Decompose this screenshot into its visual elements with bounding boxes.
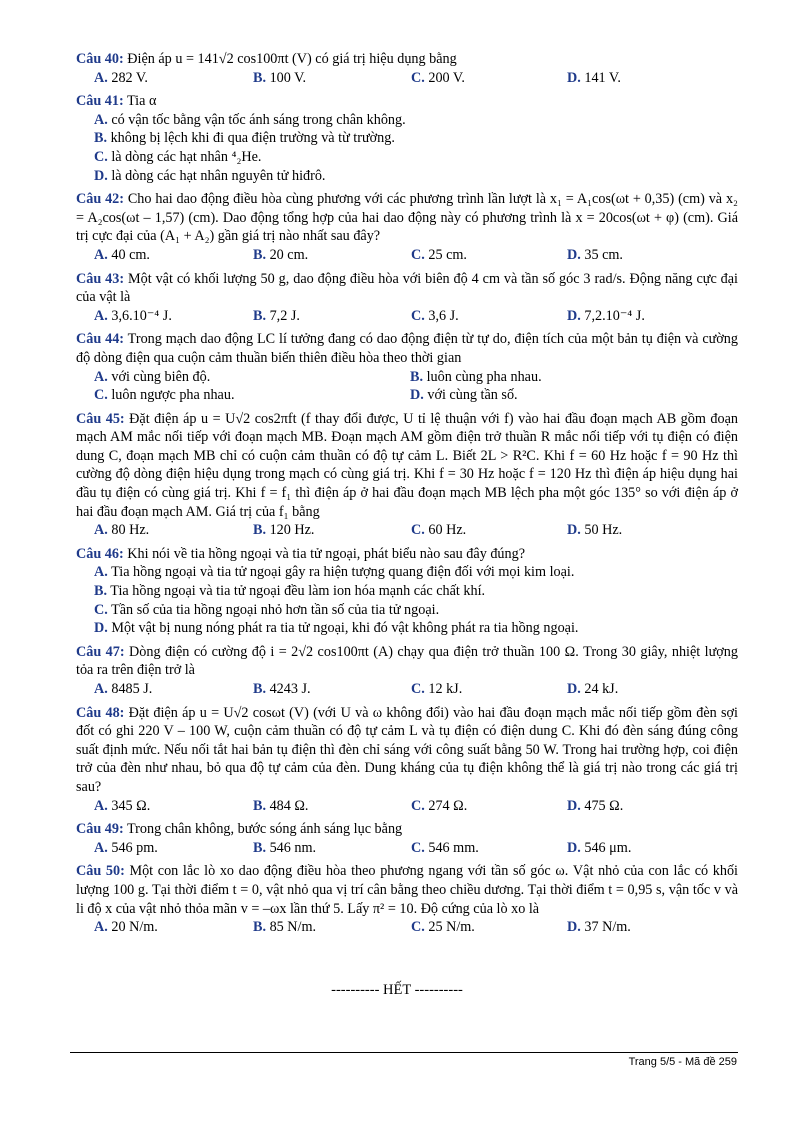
option-text: 345 Ω. (107, 797, 151, 814)
option-text: không bị lệch khi đi qua điện trường và từ trường. (107, 130, 395, 147)
option-text: với cùng biên độ. (107, 368, 211, 385)
option-text: 546 pm. (107, 839, 158, 856)
option-letter: B. (253, 839, 267, 856)
option-letter: B. (253, 797, 267, 814)
question-label: Câu 45: (76, 410, 125, 427)
option-letter: D. (567, 69, 581, 86)
option-text: 35 cm. (580, 246, 623, 263)
option-text: 475 Ω. (580, 797, 624, 814)
option-letter: A. (94, 246, 108, 263)
question-stem (76, 270, 738, 307)
option-letter: D. (567, 797, 581, 814)
end-marker: ---------- HẾT ---------- (331, 982, 463, 998)
answer-option (411, 918, 567, 937)
option-text: 50 Hz. (580, 522, 623, 539)
option-text: là dòng các hạt nhân ⁴₂He. (107, 148, 262, 165)
question-48 (76, 704, 738, 816)
option-text: 546 mm. (424, 839, 479, 856)
answer-option (567, 797, 738, 816)
option-text: 40 cm. (107, 246, 150, 263)
option-letter: A. (94, 839, 108, 856)
answer-options (76, 111, 738, 185)
option-letter: A. (94, 681, 108, 697)
option-letter: B. (253, 246, 267, 263)
answer-option (253, 69, 411, 88)
question-text: Một vật có khối lượng 50 g, dao động điều hòa với biên độ 4 cm và tần số góc 3 rad/s. Động năng cực đại của vật là (76, 270, 738, 306)
answer-option (253, 918, 411, 937)
option-text: 20 N/m. (107, 919, 158, 936)
option-text: 25 cm. (424, 246, 467, 263)
answer-options (76, 368, 738, 405)
option-letter: B. (253, 681, 267, 697)
answer-option (567, 521, 738, 540)
answer-option (411, 246, 567, 265)
question-50 (76, 862, 738, 936)
question-label: Câu 43: (76, 270, 125, 287)
question-text: Khi nói về tia hồng ngoại và tia tử ngoại, phát biểu nào sau đây đúng? (123, 545, 526, 562)
answer-option (411, 797, 567, 816)
option-text: luôn cùng pha nhau. (423, 368, 542, 385)
option-letter: C. (411, 522, 425, 539)
option-text: là dòng các hạt nhân nguyên tử hiđrô. (107, 167, 326, 184)
answer-option (411, 307, 567, 326)
answer-option (567, 839, 738, 858)
option-letter: B. (94, 583, 108, 600)
question-label: Câu 46: (76, 545, 124, 562)
question-stem (76, 410, 738, 522)
option-letter: C. (411, 246, 425, 263)
footer-divider (70, 1052, 738, 1053)
option-letter: A. (94, 69, 108, 86)
option-letter: D. (567, 681, 581, 697)
option-text: 7,2 J. (266, 307, 300, 324)
option-letter: B. (253, 69, 267, 86)
question-47 (76, 643, 738, 699)
answer-options (76, 918, 738, 937)
answer-option (567, 918, 738, 937)
answer-option (94, 148, 738, 167)
option-letter: D. (567, 307, 581, 324)
question-44 (76, 330, 738, 404)
question-text: Dòng điện có cường độ i = 2√2 cos100πt (A) chạy qua điện trở thuần 100 Ω. Trong 30 giây, nhiệt lượng tỏa ra trên điện trở là (76, 643, 738, 679)
question-text: Cho hai dao động điều hòa cùng phương với các phương trình lần lượt là x₁ = A₁cos(ωt + 0,35) (cm) và x₂ = A₂cos(ωt – 1,57) (cm). Dao động tổng hợp của hai dao động này có phương trình là x = 20cos(ωt + φ) (cm). Giá trị cực đại của (A₁ + A₂) gần giá trị nào nhất sau đây? (76, 191, 738, 245)
answer-option (567, 680, 738, 699)
answer-options (76, 797, 738, 816)
answer-option (567, 307, 738, 326)
option-text: 25 N/m. (424, 919, 475, 936)
answer-option (94, 918, 253, 937)
option-text: có vận tốc bằng vận tốc ánh sáng trong chân không. (107, 111, 406, 128)
option-letter: C. (411, 307, 425, 324)
question-45 (76, 410, 738, 540)
question-40 (76, 50, 738, 87)
question-label: Câu 41: (76, 93, 124, 110)
option-letter: C. (411, 681, 425, 697)
option-letter: C. (94, 387, 108, 404)
option-text: 546 μm. (580, 839, 632, 856)
option-letter: A. (94, 797, 108, 814)
option-text: Một vật bị nung nóng phát ra tia tử ngoại, khi đó vật không phát ra tia hồng ngoại. (107, 620, 579, 637)
question-stem (76, 862, 738, 918)
option-letter: C. (94, 601, 108, 618)
answer-option (94, 680, 253, 699)
answer-option (253, 307, 411, 326)
question-text: Đặt điện áp u = U√2 cosωt (V) (với U và ω không đổi) vào hai đầu đoạn mạch mắc nối tiếp gồm đèn sợi đốt có ghi 220 V – 100 W, cuộn cảm thuần có độ tự cảm L và tụ điện có điện dung C. Khi đó đèn sáng đúng công suất định mức. Nếu nối tắt hai bản tụ điện thì đèn chỉ sáng với công suất bằng 50 W. Trong hai trường hợp, coi điện trở của đèn như nhau, bỏ qua độ tự cảm của đèn. Dung kháng của tụ điện không thể là giá trị nào trong các giá trị sau? (76, 704, 738, 795)
question-label: Câu 47: (76, 643, 125, 660)
answer-options (76, 839, 738, 858)
option-text: 4243 J. (266, 681, 311, 697)
question-stem (76, 50, 738, 69)
option-text: 12 kJ. (424, 681, 463, 697)
option-text: 274 Ω. (424, 797, 468, 814)
option-letter: D. (567, 522, 581, 539)
answer-option (94, 69, 253, 88)
question-label: Câu 49: (76, 821, 124, 838)
option-letter: A. (94, 307, 108, 324)
option-text: 24 kJ. (580, 681, 619, 697)
option-letter: C. (94, 148, 108, 165)
option-letter: D. (567, 839, 581, 856)
option-letter: C. (411, 69, 425, 86)
option-letter: C. (411, 797, 425, 814)
answer-option (94, 563, 738, 582)
option-letter: B. (253, 522, 267, 539)
answer-option (94, 601, 738, 620)
answer-option (94, 619, 738, 638)
answer-option (94, 386, 410, 405)
answer-option (411, 680, 567, 699)
option-text: 60 Hz. (424, 522, 467, 539)
option-text: 3,6.10⁻⁴ J. (107, 307, 172, 324)
option-letter: D. (94, 167, 108, 184)
option-letter: A. (94, 368, 108, 385)
answer-option (253, 680, 411, 699)
option-letter: D. (410, 387, 424, 404)
question-49 (76, 820, 738, 857)
question-label: Câu 48: (76, 704, 125, 721)
question-stem (76, 643, 738, 680)
answer-option (94, 111, 738, 130)
option-letter: A. (94, 522, 108, 539)
option-text: 85 N/m. (266, 919, 317, 936)
option-letter: A. (94, 564, 108, 581)
question-stem (76, 704, 738, 797)
question-stem (76, 545, 738, 564)
option-text: 282 V. (107, 69, 148, 86)
answer-option (94, 521, 253, 540)
question-label: Câu 50: (76, 863, 125, 880)
answer-option (94, 582, 738, 601)
question-text: Đặt điện áp u = U√2 cos2πft (f thay đổi được, U tỉ lệ thuận với f) vào hai đầu đoạn mạch AB gồm đoạn mạch AM mắc nối tiếp với đoạn mạch MB. Đoạn mạch AM gồm điện trở thuần R mắc nối tiếp với tụ điện có điện dung C, đoạn mạch MB chỉ có cuộn cảm thuần có độ tự cảm L. Biết 2L > R²C. Khi f = 60 Hz hoặc f = 90 Hz thì cường độ dòng điện hiệu dụng trong mạch có cùng giá trị. Khi f = 30 Hz hoặc f = 120 Hz thì điện áp hiệu dụng hai đầu tụ điện có cùng giá trị. Khi f = f₁ thì điện áp ở hai đầu đoạn mạch MB lệch pha một góc 135° so với điện áp ở hai đầu đoạn mạch AM. Giá trị của f₁ bằng (76, 410, 738, 520)
answer-options (76, 246, 738, 265)
option-letter: B. (94, 130, 108, 147)
question-label: Câu 44: (76, 331, 125, 348)
question-text: Một con lắc lò xo dao động điều hòa theo phương ngang với tần số góc ω. Vật nhỏ của con lắc có khối lượng 100 g. Tại thời điểm t = 0, vật nhỏ qua vị trí cân bằng theo chiều dương. Tại thời điểm t = 0,95 s, vận tốc v và li độ x của vật nhỏ thỏa mãn v = –ωx lần thứ 5. Lấy π² = 10. Độ cứng của lò xo là (76, 863, 738, 917)
option-text: 100 V. (266, 69, 307, 86)
option-text: Tia hồng ngoại và tia tử ngoại gây ra hiện tượng quang điện đối với mọi kim loại. (107, 564, 575, 581)
question-text: Trong mạch dao động LC lí tưởng đang có dao động điện từ tự do, điện tích của một bản tụ điện và cường độ dòng điện qua cuộn cảm thuần biến thiên điều hòa theo thời gian (76, 331, 738, 366)
answer-option (253, 839, 411, 858)
option-letter: D. (567, 919, 581, 936)
question-stem (76, 92, 738, 111)
answer-options (76, 307, 738, 326)
answer-option (94, 167, 738, 186)
question-41 (76, 92, 738, 185)
answer-option (411, 521, 567, 540)
option-text: Tia hồng ngoại và tia tử ngoại đều làm ion hóa mạnh các chất khí. (107, 583, 486, 600)
question-42 (76, 190, 738, 264)
option-text: 80 Hz. (107, 522, 150, 539)
option-text: luôn ngược pha nhau. (107, 387, 235, 404)
question-text: Tia α (123, 93, 157, 110)
option-text: 8485 J. (107, 681, 153, 697)
option-text: 37 N/m. (580, 919, 631, 936)
answer-option (253, 521, 411, 540)
option-text: với cùng tần số. (423, 387, 518, 404)
option-text: Tần số của tia hồng ngoại nhỏ hơn tần số của tia tử ngoại. (107, 601, 440, 618)
option-letter: A. (94, 111, 108, 128)
answer-option (411, 839, 567, 858)
question-text: Trong chân không, bước sóng ánh sáng lục bằng (123, 821, 403, 838)
question-46 (76, 545, 738, 638)
option-text: 484 Ω. (266, 797, 309, 814)
answer-option (94, 307, 253, 326)
answer-option (411, 69, 567, 88)
option-letter: A. (94, 919, 108, 936)
answer-option (94, 129, 738, 148)
question-stem (76, 190, 738, 246)
answer-options (76, 680, 738, 699)
question-label: Câu 40: (76, 51, 124, 67)
option-letter: B. (253, 919, 267, 936)
option-text: 200 V. (424, 69, 465, 86)
option-text: 7,2.10⁻⁴ J. (580, 307, 645, 324)
page-footer: Trang 5/5 - Mã đề 259 (628, 1056, 737, 1068)
answer-options (76, 69, 738, 88)
answer-option (567, 246, 738, 265)
answer-options (76, 521, 738, 540)
answer-option (410, 386, 738, 405)
answer-options (76, 563, 738, 637)
option-text: 141 V. (580, 69, 621, 86)
question-text: Điện áp u = 141√2 cos100πt (V) có giá trị hiệu dụng bằng (123, 51, 457, 67)
question-43 (76, 270, 738, 326)
option-letter: B. (253, 307, 267, 324)
option-letter: B. (410, 368, 424, 385)
answer-option (94, 246, 253, 265)
answer-option (94, 368, 410, 387)
option-text: 3,6 J. (424, 307, 459, 324)
option-letter: D. (567, 246, 581, 263)
option-text: 120 Hz. (266, 522, 315, 539)
option-letter: D. (94, 620, 108, 637)
question-stem (76, 820, 738, 839)
answer-option (253, 246, 411, 265)
option-letter: C. (411, 919, 425, 936)
question-list (76, 50, 738, 937)
answer-option (94, 797, 253, 816)
answer-option (94, 839, 253, 858)
answer-option (567, 69, 738, 88)
option-text: 20 cm. (266, 246, 309, 263)
answer-option (253, 797, 411, 816)
option-letter: C. (411, 839, 425, 856)
option-text: 546 nm. (266, 839, 317, 856)
answer-option (410, 368, 738, 387)
question-label: Câu 42: (76, 191, 124, 208)
question-stem (76, 330, 738, 367)
